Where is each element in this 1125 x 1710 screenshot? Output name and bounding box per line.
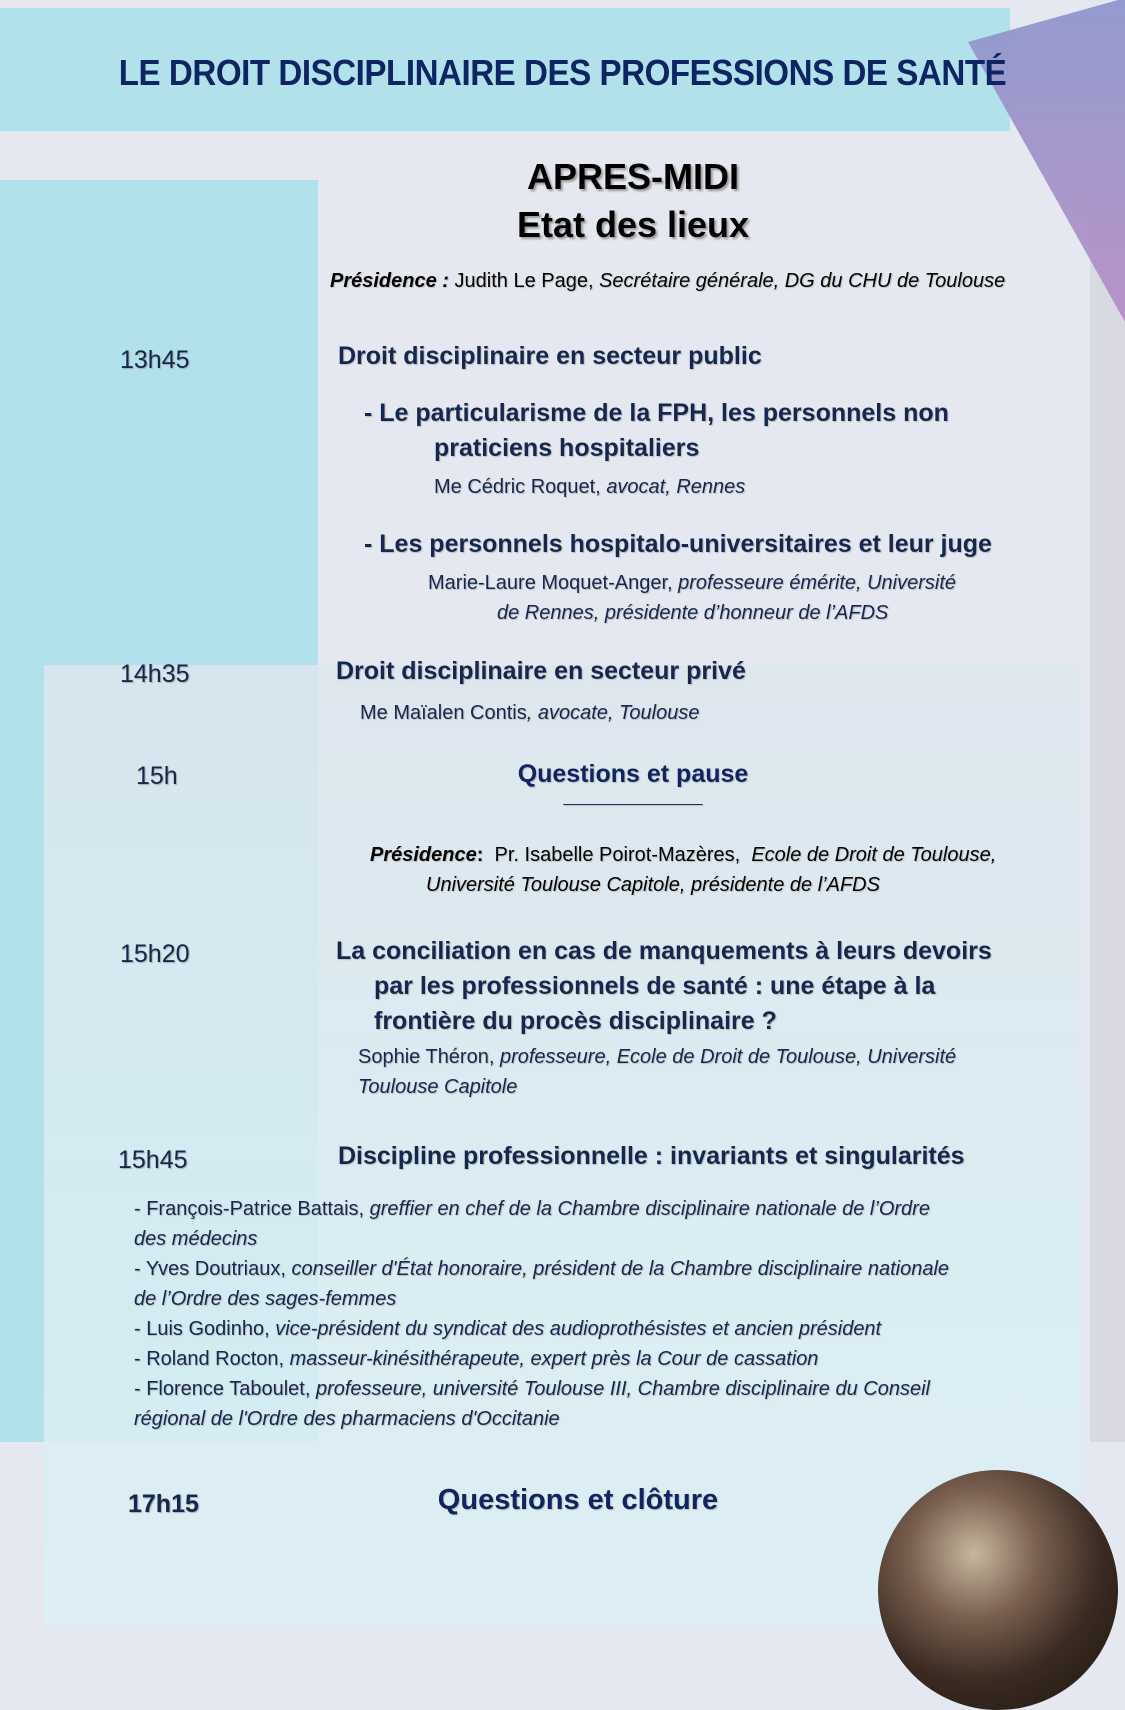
presidence-1 (330, 266, 1005, 296)
subsession-title-cont: praticiens hospitaliers (434, 434, 700, 462)
meeting-room-photo (878, 1470, 1118, 1710)
right-strip (1090, 180, 1125, 1442)
speaker (134, 1314, 1074, 1344)
speaker (134, 1344, 1074, 1374)
session-title: La conciliation en cas de manquements à leurs devoirs (336, 937, 992, 965)
session-title: Droit disciplinaire en secteur public (338, 342, 762, 370)
speaker (358, 1042, 956, 1072)
speaker-name: Marie-Laure Moquet-Anger, (428, 572, 673, 594)
time-13h45: 13h45 (120, 346, 190, 374)
speaker-role: vice-président du syndicat des audioprothésistes et ancien président (269, 1318, 882, 1340)
divider: __________ (563, 780, 703, 808)
speaker-role: , avocate, Toulouse (526, 702, 700, 724)
speaker-role: régional de l'Ordre des pharmaciens d'Occitanie (134, 1408, 560, 1430)
presidence-name: Judith Le Page, (454, 270, 594, 292)
speaker-name: - Yves Doutriaux, (134, 1258, 286, 1280)
section-subheading: Etat des lieux (516, 204, 750, 245)
section-heading: APRES-MIDI (526, 156, 739, 197)
presidence-2-cont (426, 870, 880, 900)
session-title-cont: par les professionnels de santé : une étape à la (374, 972, 936, 1000)
speaker-name: Me Cédric Roquet, (434, 476, 601, 498)
session-title-cont: frontière du procès disciplinaire ? (374, 1007, 777, 1035)
page-title: LE DROIT DISCIPLINAIRE DES PROFESSIONS DE SANTÉ (118, 52, 1007, 93)
presidence-label: Présidence : (330, 270, 449, 292)
colon: : (476, 844, 484, 866)
speaker-role: Toulouse Capitole (358, 1076, 518, 1098)
speaker-role-cont (358, 1072, 517, 1102)
speaker-role: conseiller d'État honoraire, président de la Chambre disciplinaire nationale (285, 1258, 950, 1280)
speaker-name: - Florence Taboulet, (134, 1378, 311, 1400)
session-title: Discipline professionnelle : invariants et singularités (338, 1142, 965, 1170)
speaker (134, 1374, 1074, 1404)
presidence-name: Pr. Isabelle Poirot-Mazères, (494, 844, 741, 866)
time-17h15: 17h15 (128, 1490, 199, 1518)
speaker-name: - Roland Rocton, (134, 1348, 285, 1370)
speaker-role: professeure, université Toulouse III, Chambre disciplinaire du Conseil (310, 1378, 930, 1400)
speaker (360, 698, 699, 728)
presidence-role: Université Toulouse Capitole, présidente de l’AFDS (426, 874, 880, 896)
session-title: Questions et clôture (437, 1484, 719, 1516)
presidence-role: Ecole de Droit de Toulouse, (751, 844, 997, 866)
time-15h: 15h (136, 762, 178, 790)
time-15h20: 15h20 (120, 940, 190, 968)
speaker-role: de l’Ordre des sages-femmes (134, 1288, 397, 1310)
speaker-name: - Luis Godinho, (134, 1318, 270, 1340)
speaker-role-cont (134, 1284, 1074, 1314)
presidence-label: Présidence (370, 844, 477, 866)
session-title: Droit disciplinaire en secteur privé (336, 657, 746, 685)
time-15h45: 15h45 (118, 1146, 188, 1174)
session-title: Questions et pause (517, 760, 749, 788)
speaker-role: professeure émérite, Université (678, 572, 957, 594)
speaker-role: masseur-kinésithérapeute, expert près la Cour de cassation (284, 1348, 819, 1370)
speaker (428, 568, 956, 598)
speaker-name: Sophie Théron, (358, 1046, 495, 1068)
speaker-name: Me Maïalen Contis (360, 702, 527, 724)
speaker (134, 1254, 1074, 1284)
subsession-title: - Le particularisme de la FPH, les personnels non (364, 399, 949, 427)
presidence-role: Secrétaire générale, DG du CHU de Toulouse (599, 270, 1006, 292)
subsession-title: - Les personnels hospitalo-universitaires et leur juge (364, 530, 992, 558)
speaker-list (134, 1194, 1074, 1434)
speaker-role-cont (497, 598, 888, 628)
speaker-role: des médecins (134, 1228, 258, 1250)
speaker-role: de Rennes, présidente d’honneur de l’AFDS (497, 602, 889, 624)
presidence-2 (370, 840, 996, 870)
speaker-role-cont (134, 1404, 1074, 1434)
speaker (134, 1194, 1074, 1224)
speaker-role: avocat, Rennes (606, 476, 746, 498)
time-14h35: 14h35 (120, 660, 190, 688)
speaker (434, 472, 745, 502)
speaker-name: - François-Patrice Battais, (134, 1198, 365, 1220)
speaker-role: greffier en chef de la Chambre disciplinaire nationale de l’Ordre (364, 1198, 930, 1220)
speaker-role-cont (134, 1224, 1074, 1254)
speaker-role: professeure, Ecole de Droit de Toulouse, Université (499, 1046, 957, 1068)
